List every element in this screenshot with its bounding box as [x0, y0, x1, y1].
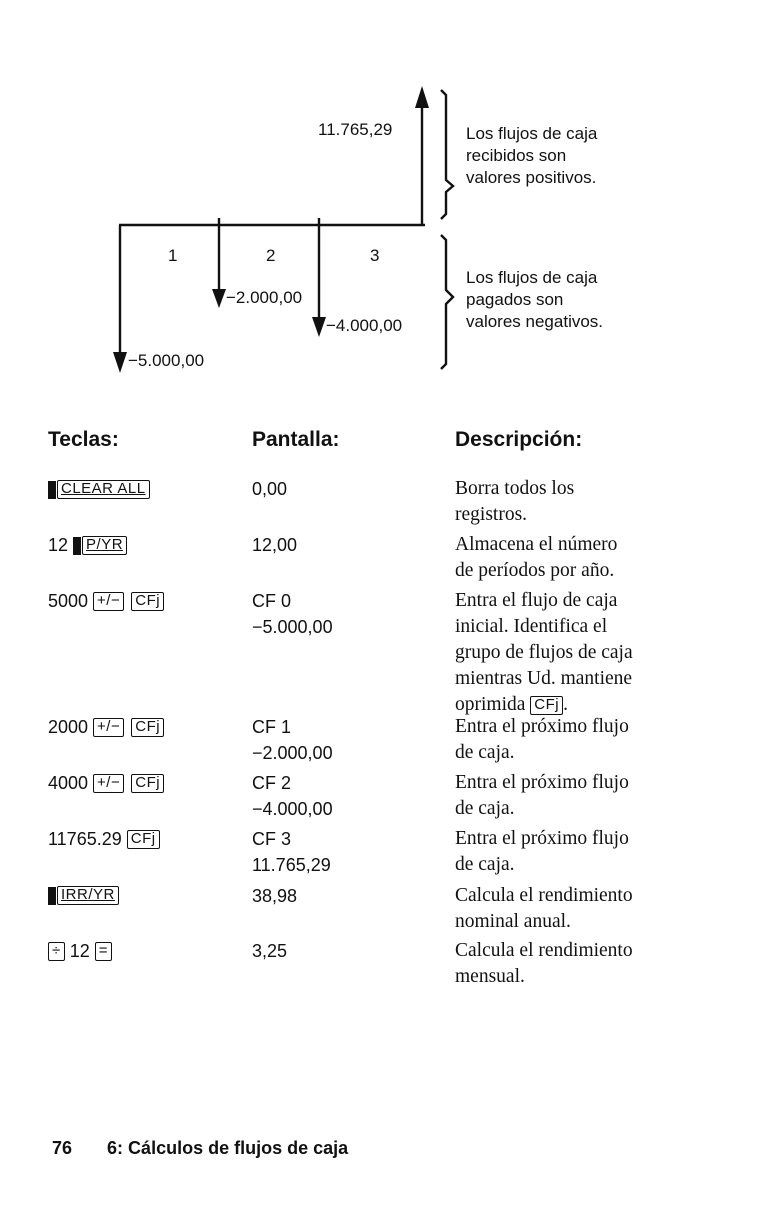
header-display: Pantalla:: [252, 428, 340, 451]
description-line: de caja.: [455, 798, 515, 819]
description: [455, 476, 755, 528]
description-line: Calcula el rendimiento: [455, 940, 633, 961]
cf2-amount-label: −4.000,00: [326, 316, 403, 335]
display-value: [252, 883, 297, 909]
header-keys: Teclas:: [48, 428, 119, 451]
display-line: 12,00: [252, 535, 298, 555]
description: [455, 714, 755, 766]
positive-amount-label: 11.765,29: [318, 120, 393, 139]
description-line: Entra el próximo flujo: [455, 772, 629, 793]
description-line: Entra el próximo flujo: [455, 828, 629, 849]
display-value: [252, 770, 333, 822]
header-description: Descripción:: [455, 428, 583, 451]
description: [455, 938, 755, 990]
change-sign-key: +/−: [93, 774, 124, 793]
note-negative-line: valores negativos.: [466, 312, 604, 331]
keystrokes: [48, 717, 164, 738]
description-line: mientras Ud. mantiene: [455, 668, 633, 689]
keystrokes: [48, 941, 112, 962]
page-footer: [52, 1138, 348, 1159]
display-value: [252, 714, 333, 766]
display-value: [252, 476, 287, 502]
description: [455, 826, 755, 878]
description: [455, 770, 755, 822]
cf2-arrowhead: [312, 317, 326, 337]
note-positive: [466, 123, 597, 189]
period-label-3: 3: [370, 246, 380, 265]
brace-negative: [441, 235, 453, 369]
display-line: 3,25: [252, 941, 288, 961]
shift-key-icon: [48, 887, 56, 905]
description-line: de caja.: [455, 742, 515, 763]
brace-positive: [441, 90, 453, 219]
description-line: de caja.: [455, 854, 515, 875]
cf0-amount-label: −5.000,00: [128, 351, 205, 370]
description-line: de períodos por año.: [455, 560, 615, 581]
keystrokes: [48, 773, 164, 794]
equals-key: =: [95, 942, 112, 961]
description: [455, 883, 755, 935]
display-value: [252, 938, 287, 964]
display-line: 11.765,29: [252, 855, 331, 875]
irr-yr-key: IRR/YR: [57, 886, 119, 905]
display-value: [252, 588, 333, 640]
note-positive-line: valores positivos.: [466, 168, 597, 187]
note-positive-line: Los flujos de caja: [466, 124, 598, 143]
chapter-title: 6: Cálculos de flujos de caja: [107, 1138, 349, 1158]
keystrokes: [48, 591, 164, 612]
description-line: grupo de flujos de caja: [455, 642, 633, 663]
note-negative-line: pagados son: [466, 290, 564, 309]
display-line: CF 2: [252, 773, 292, 793]
keystrokes: [48, 886, 119, 905]
note-negative: [466, 267, 603, 333]
divide-key: ÷: [48, 942, 65, 961]
cf3-arrowhead: [415, 86, 429, 108]
cfj-key: CFj: [131, 592, 164, 611]
keystroke-number: 12: [69, 941, 90, 961]
cfj-key: CFj: [131, 718, 164, 737]
change-sign-key: +/−: [93, 718, 124, 737]
page-number: 76: [52, 1138, 73, 1158]
keystroke-number: 4000: [48, 773, 89, 793]
display-line: −2.000,00: [252, 743, 333, 763]
keystrokes: [48, 480, 150, 499]
display-line: CF 0: [252, 591, 292, 611]
cf0-arrowhead: [113, 352, 127, 373]
shift-key-icon: [48, 481, 56, 499]
description-line: Entra el próximo flujo: [455, 716, 629, 737]
description-line: Entra el flujo de caja: [455, 590, 618, 611]
p-yr-key: P/YR: [82, 536, 127, 555]
keystroke-number: 12: [48, 535, 69, 555]
display-line: 0,00: [252, 479, 288, 499]
description-line: mensual.: [455, 966, 525, 987]
cash-flow-diagram: [0, 0, 778, 400]
cf1-arrowhead: [212, 289, 226, 308]
period-label-2: 2: [266, 246, 276, 265]
cf1-amount-label: −2.000,00: [226, 288, 303, 307]
description-line: nominal anual.: [455, 911, 571, 932]
display-value: [252, 826, 331, 878]
display-line: CF 3: [252, 829, 292, 849]
description-line: inicial. Identifica el: [455, 616, 608, 637]
cfj-key: CFj: [127, 830, 160, 849]
cfj-key: CFj: [131, 774, 164, 793]
display-line: CF 1: [252, 717, 292, 737]
keystroke-number: 11765.29: [48, 829, 122, 849]
clear-all-key: CLEAR ALL: [57, 480, 150, 499]
period-label-1: 1: [168, 246, 178, 265]
display-line: −5.000,00: [252, 617, 333, 637]
description-line: Borra todos los: [455, 478, 575, 499]
note-positive-line: recibidos son: [466, 146, 567, 165]
display-line: −4.000,00: [252, 799, 333, 819]
cash-flow-diagram-lines: [0, 0, 778, 400]
description-line: Almacena el número: [455, 534, 618, 555]
keystrokes: [48, 829, 160, 850]
description: [455, 588, 755, 718]
change-sign-key: +/−: [93, 592, 124, 611]
display-line: 38,98: [252, 886, 298, 906]
cfj-key-inline: CFj: [530, 696, 563, 715]
keystroke-number: 5000: [48, 591, 89, 611]
note-negative-line: Los flujos de caja: [466, 268, 598, 287]
description-line: Calcula el rendimiento: [455, 885, 633, 906]
keystroke-number: 2000: [48, 717, 89, 737]
description-text: oprimida: [455, 694, 526, 715]
shift-key-icon: [73, 537, 81, 555]
description-line: registros.: [455, 504, 528, 525]
description: [455, 532, 755, 584]
display-value: [252, 532, 297, 558]
keystrokes: [48, 535, 127, 556]
description-line: oprimida CFj .: [455, 694, 568, 715]
